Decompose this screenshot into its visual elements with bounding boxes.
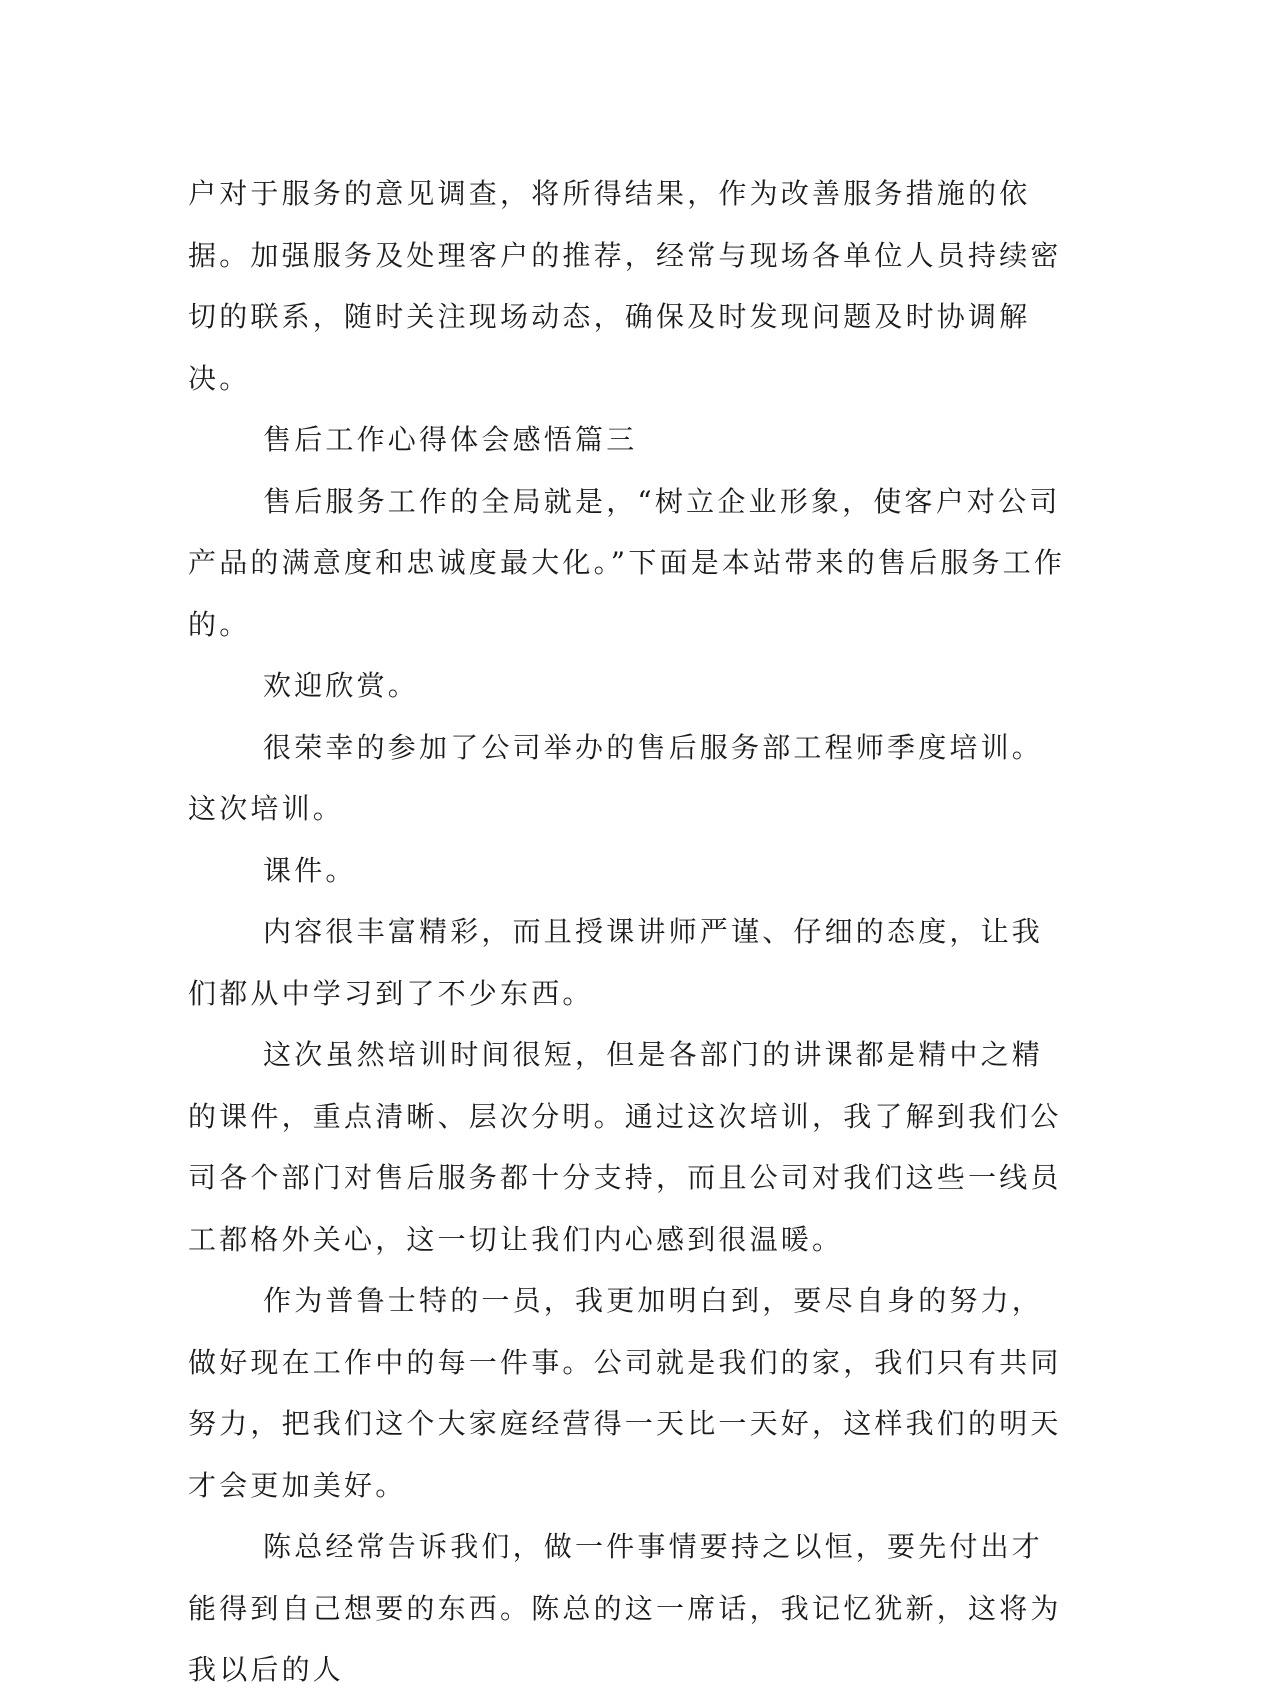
paragraph-9: 陈总经常告诉我们，做一件事情要持之以恒，要先付出才能得到自己想要的东西。陈总的这一席话，我记忆犹新，这将为我以后的人 [188,1530,1062,1686]
paragraph-5: 课件。 [263,853,357,887]
section-heading: 售后工作心得体会感悟篇三 [263,423,638,456]
paragraph-2: 售后服务工作的全局就是，“树立企业形象，使客户对公司产品的满意度和忠诚度最大化。”下面是本站带来的售后服务工作的。 [188,484,1066,641]
paragraph-6: 内容很丰富精彩，而且授课讲师严谨、仔细的态度，让我们都从中学习到了不少东西。 [188,915,1044,1010]
paragraph-1: 户对于服务的意见调查，将所得结果，作为改善服务措施的依据。加强服务及处理客户的推荐，经常与现场各单位人员持续密切的联系，随时关注现场动态，确保及时发现问题及时协调解决。 [188,177,1062,395]
paragraph-3: 欢迎欣赏。 [263,669,420,702]
paragraph-4: 很荣幸的参加了公司举办的售后服务部工程师季度培训。这次培训。 [188,730,1044,825]
paragraph-8: 作为普鲁士特的一员，我更加明白到，要尽自身的努力，做好现在工作中的每一件事。公司就是我们的家，我们只有共同努力，把我们这个大家庭经营得一天比一天好，这样我们的明天才会更加美好。 [188,1284,1062,1502]
paragraph-7: 这次虽然培训时间很短，但是各部门的讲课都是精中之精的课件，重点清晰、层次分明。通过这次培训，我了解到我们公司各个部门对售后服务都十分支持，而且公司对我们这些一线员工都格外关心，这一切让我们内心感到很温暖。 [188,1038,1062,1256]
document-page [188,163,1068,1701]
